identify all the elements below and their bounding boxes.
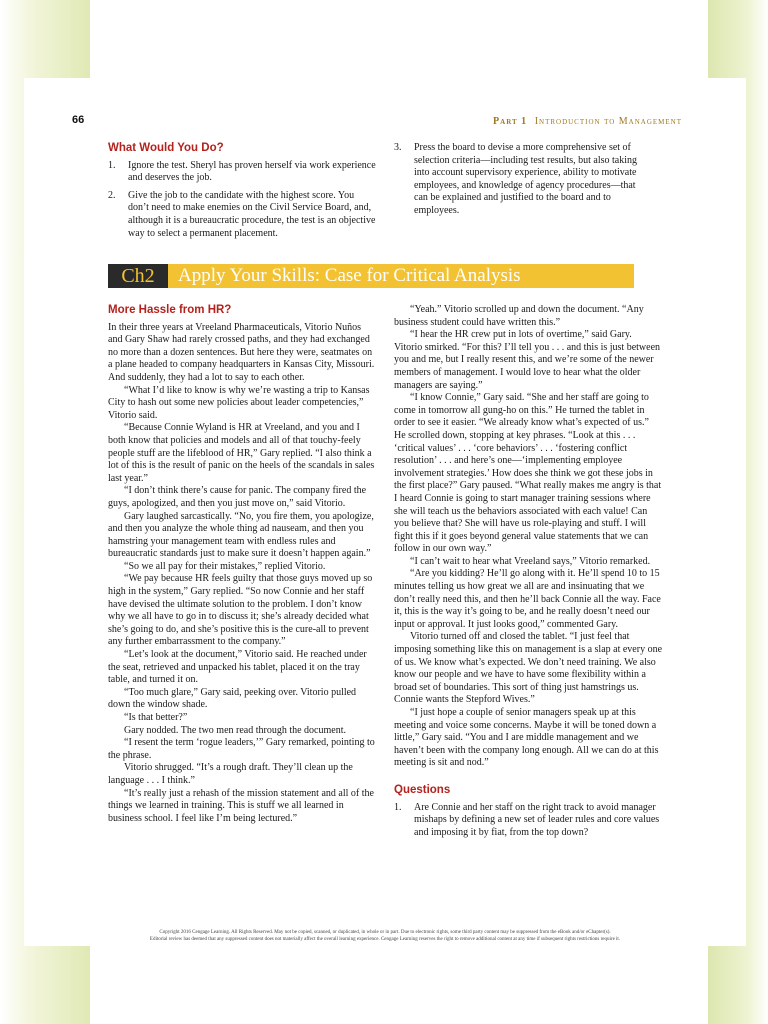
case-paragraph: Gary laughed sarcastically. “No, you fire them, you apologize, and then you analyze the whole thing ad nauseam, and then you hamstring your management team with endless rules and bureaucratic standards just to make sure it doesn’t happen again.” <box>108 510 374 560</box>
case-paragraph: “Too much glare,” Gary said, peeking over. Vitorio pulled down the window shade. <box>108 686 357 711</box>
case-left-column <box>108 304 376 825</box>
case-paragraph: “It’s really just a rehash of the mission statement and all of the things we learned in training. This is stuff we all learned in business school. I feel like I’m being lectured.” <box>108 787 374 824</box>
footer-line: Editorial review has deemed that any suppressed content does not materially affect the overall learning experience. Cengage Learning reserves the right to remove additional content at any time if subsequent rights restrictions require it. <box>149 936 621 942</box>
book-page <box>24 78 746 946</box>
running-head-title: Introduction to Management <box>534 116 682 127</box>
chapter-banner <box>108 264 634 288</box>
banner-title: Apply Your Skills: Case for Critical Analysis <box>178 265 521 286</box>
question-item <box>394 802 662 840</box>
item-text: Ignore the test. Sheryl has proven herself via work experience and deserves the job. <box>128 159 376 184</box>
case-paragraph: In their three years at Vreeland Pharmaceuticals, Vitorio Nuños and Gary Shaw had rarely crossed paths, and they had exchanged no more than a dozen sentences. But here they were, seatmates on a plane headed to company headquarters in Kansas City, Missouri. And suddenly, they had a lot to say to each other. <box>108 321 375 383</box>
case-paragraph: “Is that better?” <box>124 712 188 723</box>
wwyd-item <box>108 190 376 240</box>
running-head <box>493 116 682 127</box>
case-paragraph: “I resent the term ‘rogue leaders,’” Gary remarked, pointing to the phrase. <box>108 737 375 761</box>
wwyd-title: What Would You Do? <box>108 142 224 154</box>
running-head-part: Part 1 <box>493 116 528 127</box>
case-paragraph: “I just hope a couple of senior managers speak up at this meeting and voice some concerns. Maybe it will be toned down a little,” Gary said. “You and I are middle management and we haven’t been with the company long enough. All we can do at this meeting is sit and nod.” <box>394 707 659 769</box>
case-paragraph: “What I’d like to know is why we’re wasting a trip to Kansas City to hash out some new policies about leader competencies,” Vitorio said. <box>108 384 370 421</box>
questions-title: Questions <box>394 783 451 796</box>
case-paragraph: Vitorio shrugged. “It’s a rough draft. They’ll clean up the language . . . I think.” <box>108 762 353 786</box>
case-title: More Hassle from HR? <box>108 304 232 316</box>
wwyd-left-column <box>108 142 376 245</box>
item-number: 3. <box>394 142 402 153</box>
case-paragraph: “Yeah.” Vitorio scrolled up and down the document. “Any business student could have written this.” <box>394 304 644 328</box>
item-text: Are Connie and her staff on the right track to avoid manager mishaps by defining a new set of leader rules and core values and imposing it by fiat, from the top down? <box>414 801 660 838</box>
case-paragraph: “I know Connie,” Gary said. “She and her staff are going to come in tomorrow all gung-ho on this.” He turned the tablet in order to see it easier. “We already know what’s expected of us.” He scrolled down, stopping at key phrases. “Look at this . . . ‘critical values’ . . . ‘core behaviors’ . . . ‘fostering conflict resolution’ . . . and here’s one—‘implementing employee involvement strategies.’ How does she think we got these jobs in the first place?” Gary paused. “What really makes me angry is that I heard Connie is going to start manager training sessions where she will teach us the behaviors associated with each value! Can you believe that? She will have us role-playing and stuff. I will fight this if it goes beyond general value statements that we can follow in our own way.” <box>394 392 662 555</box>
item-number: 1. <box>394 801 402 813</box>
case-paragraph: “We pay because HR feels guilty that those guys moved up so high in the system,” Gary replied. “So now Connie and her staff have devised the ultimate solution to the problem. I don’t know why we all have to go in to discuss it; she’s already decided what she’s going to do, and she’s positive this is the cure-all to prevent any further embarrassment to the company.” <box>108 573 373 648</box>
wwyd-item <box>394 142 644 218</box>
case-paragraph: “I hear the HR crew put in lots of overtime,” said Gary. Vitorio smirked. “For this? I’ll tell you . . . and this is just between you and me, but I really resent this, and we’re some of the newer members of management. I would love to hear what the older managers are saying.” <box>394 329 661 391</box>
chapter-tag: Ch2 <box>108 264 168 288</box>
item-text: Press the board to devise a more comprehensive set of selection criteria—including test results, but also taking into account supervisory experience, ability to motivate employees, and knowledge of agency procedures—that can be explained and justified to the board and to employees. <box>414 142 638 216</box>
item-number: 1. <box>108 159 116 171</box>
case-paragraph: Gary nodded. The two men read through the document. <box>124 724 346 736</box>
item-text: Give the job to the candidate with the highest score. You don’t need to make enemies on the Civil Service Board, and, although it is a bureaucratic procedure, the test is an objective way to select a permanent placement. <box>128 189 376 239</box>
case-paragraph: “So we all pay for their mistakes,” replied Vitorio. <box>124 560 326 572</box>
case-paragraph: “Are you kidding? He’ll go along with it. He’ll spend 10 to 15 minutes telling us how great we all are and insinuating that we don’t really need this, and then he’ll back Connie all the way. Face it, this is the way it’s going to be, and he really doesn’t need our input or approval. It just looks good,” commented Gary. <box>394 568 661 630</box>
case-right-column <box>394 304 662 844</box>
wwyd-item <box>108 160 376 185</box>
page-number: 66 <box>72 114 85 126</box>
wwyd-right-column <box>394 142 644 223</box>
case-paragraph: “Let’s look at the document,” Vitorio said. He reached under the seat, retrieved and unpacked his tablet, placed it on the tray table, and turned it on. <box>108 649 367 686</box>
case-paragraph: “I don’t think there’s cause for panic. The company fired the guys, apologized, and then you just move on,” said Vitorio. <box>108 485 367 509</box>
footer-line: Copyright 2016 Cengage Learning. All Rights Reserved. May not be copied, scanned, or duplicated, in whole or in part. Due to electronic rights, some third party content may be suppressed from the eBook and/or eChapter(s). <box>159 930 611 935</box>
item-number: 2. <box>108 189 116 201</box>
case-paragraph: Vitorio turned off and closed the tablet. “I just feel that imposing something like this on management is a slap at every one of us. We know what’s expected. We don’t need training. We also know our people and we have to have some flexibility within a broad set of boundaries. This sort of thing just hamstrings us. Connie wants the Stepford Wives.” <box>394 631 663 706</box>
case-paragraph: “I can’t wait to hear what Vreeland says,” Vitorio remarked. <box>410 555 651 567</box>
case-paragraph: “Because Connie Wyland is HR at Vreeland, and you and I both know that policies and models and all of that touchy-feely people stuff are the lifeblood of HR,” Gary replied. “I also think a lot of this is the result of panic on the heels of the scandals in sales last year.” <box>108 422 375 484</box>
copyright-footer <box>24 930 746 943</box>
